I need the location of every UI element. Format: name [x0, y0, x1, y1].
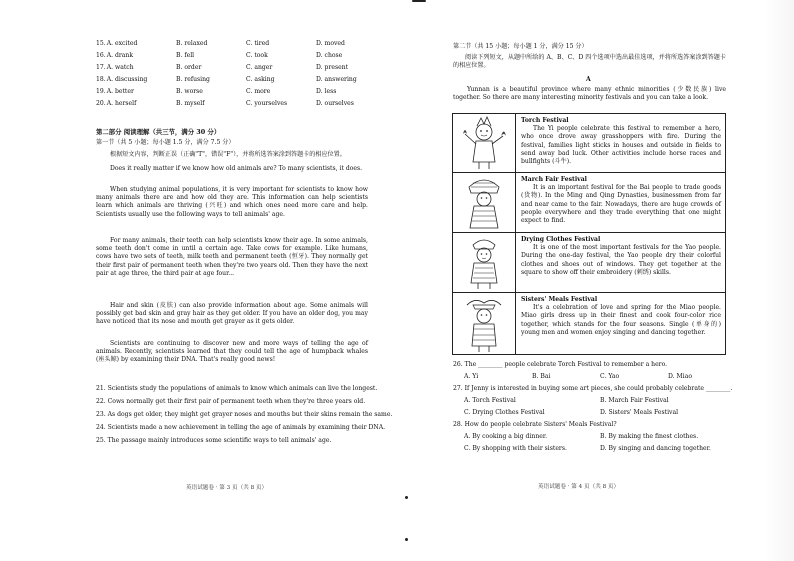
question-26-option-b: B. Bai	[532, 373, 551, 380]
question-27-option-d: D. Sisters' Meals Festival	[600, 409, 679, 416]
instructions: 根据短文内容，判断正误（正确"T"，错误"F"），并将所选答案涂到答题卡的相应位置。	[110, 151, 346, 158]
option-a	[96, 88, 134, 96]
option-row-number: 19.	[96, 88, 106, 95]
festival-desc-drying-clothes: It is one of the most important festivals for the Yao people. During the one-day festival, the Yao people dry their colorful clothes and shoes out of windows. They get together at the square to show off their embroidery (刺绣) skills.	[521, 244, 721, 276]
festival-text-torch	[521, 117, 721, 166]
question-26-option-d: D. Miao	[668, 373, 693, 380]
festival-title-drying-clothes: Drying Clothes Festival	[521, 236, 601, 243]
option-a-text: A. drank	[106, 52, 134, 59]
question-28-stem: 28. How do people celebrate Sisters' Meals Festival?	[453, 421, 617, 428]
option-b: B. refusing	[176, 76, 210, 83]
option-d: D. ourselves	[316, 100, 354, 107]
option-d: D. moved	[316, 40, 345, 47]
option-row-number: 15.	[96, 40, 106, 47]
option-a	[96, 52, 133, 60]
passage-p5: Scientists are continuing to discover new and more ways of telling the age of animals. Recently, scientists learned that they could tell the age of humpback whales (座头鲸) by examining their DNA. That's really good news!	[96, 340, 368, 364]
question-26-option-c: C. Yao	[600, 373, 620, 380]
question-24: 24. Scientists made a new achievement in telling the age of animals by examining their DNA.	[96, 424, 386, 431]
option-d: D. less	[316, 88, 337, 95]
festival-row-march-fair	[453, 172, 725, 233]
option-row-number: 17.	[96, 64, 106, 71]
option-row-number: 18.	[96, 76, 106, 83]
passage-intro: Yunnan is a beautiful province where many ethnic minorities (少数民族) live together. So there are many interesting minority festivals and you can take a look.	[453, 86, 726, 102]
option-row-number: 20.	[96, 100, 106, 107]
option-a	[96, 40, 137, 48]
option-d: D. chose	[316, 52, 343, 59]
festival-desc-march-fair: It is an important festival for the Bai people to trade goods (货物). In the Ming and Qing Dynasties, businessmen from far and near came to the fair. Nowadays, there are huge crowds of people everywhere and they trade everything that one might expect to find.	[521, 184, 721, 225]
question-27-option-c: C. Drying Clothes Festival	[464, 409, 545, 416]
option-c: C. anger	[246, 64, 273, 71]
right-instructions: 阅读下列短文，从题中所给的 A、B、C、D 四个选项中选出最佳选项，并将所选答案涂到答题卡的相应位置。	[453, 54, 726, 70]
festival-row-sisters-meals	[453, 292, 725, 355]
option-a-text: A. watch	[106, 64, 134, 71]
festival-desc-sisters-meals: It's a celebration of love and spring for the Miao people. Miao girls dress up in their finest and cook four-color rice together, which stands for the four seasons. Single (单身的) young men and women enjoy singing and dancing together.	[521, 304, 721, 336]
question-26-stem: 26. The ________ people celebrate Torch Festival to remember a hero.	[453, 361, 668, 368]
passage-p1: Does it really matter if we know how old animals are? To many scientists, it does.	[110, 165, 363, 172]
question-26-option-a: A. Yi	[464, 373, 479, 380]
festival-title-sisters-meals: Sisters' Meals Festival	[521, 296, 598, 303]
option-b: B. fell	[176, 52, 195, 59]
march-fair-figure-icon	[453, 173, 516, 233]
question-28-option-b: B. By making the finest clothes.	[600, 433, 699, 440]
option-a	[96, 64, 134, 72]
sub-title: 第一节（共 5 小题；每小题 1.5 分，满分 7.5 分）	[96, 139, 235, 146]
scan-edge-shadow	[764, 0, 794, 561]
question-25: 25. The passage mainly introduces some scientific ways to tell animals' age.	[96, 437, 332, 444]
festival-title-torch: Torch Festival	[521, 117, 569, 124]
option-c: C. asking	[246, 76, 275, 83]
question-22: 22. Cows normally get their first pair of permanent teeth when they're three years old.	[96, 398, 366, 405]
option-d: D. present	[316, 64, 349, 71]
option-a	[96, 76, 147, 84]
option-c: C. tired	[246, 40, 270, 47]
scan-mark-top	[412, 0, 426, 2]
question-21: 21. Scientists study the populations of animals to know which animals can live the longest.	[96, 385, 378, 392]
section-title-cloze: 第二节（共 15 小题；每小题 1 分，满分 15 分）	[453, 43, 588, 50]
festival-text-sisters-meals	[521, 296, 721, 337]
question-27-stem: 27. If Jenny is interested in buying some art pieces, she could probably celebrate ________.	[453, 385, 733, 392]
option-a-text: A. excited	[106, 40, 138, 47]
drying-clothes-figure-icon	[453, 233, 516, 293]
festival-table	[452, 113, 726, 355]
option-b: B. myself	[176, 100, 205, 107]
question-28-option-c: C. By shopping with their sisters.	[464, 445, 567, 452]
page-footer-left: 英语试题卷 · 第 3 页（共 8 页）	[186, 485, 268, 491]
question-23: 23. As dogs get older, they might get grayer noses and mouths but their skins remain the same.	[96, 411, 393, 418]
festival-title-march-fair: March Fair Festival	[521, 176, 587, 183]
passage-p2: When studying animal populations, it is very important for scientists to know how many animals there are and how old they are. This information can help scientists learn which animals are thriving (兴旺) and which ones need more care and help. Scientists usually use the following ways to tell animals' age.	[96, 186, 368, 218]
option-a-text: A. discussing	[106, 76, 148, 83]
option-b: B. order	[176, 64, 202, 71]
passage-label: A	[586, 76, 591, 83]
scan-dot-1	[405, 496, 408, 499]
option-c: C. more	[246, 88, 271, 95]
option-row-number: 16.	[96, 52, 106, 59]
festival-text-drying-clothes	[521, 236, 721, 277]
question-28-option-a: A. By cooking a big dinner.	[464, 433, 548, 440]
passage-p4: Hair and skin (皮肤) can also provide information about age. Some animals will possibly get bad skin and gray hair as they get older. If you have an older dog, you may have noticed that its nose and mouth get grayer as it gets older.	[96, 302, 368, 326]
option-c: C. yourselves	[246, 100, 288, 107]
passage-p3: For many animals, their teeth can help scientists know their age. In some animals, some teeth don't come in until a certain age. Take cows for example. Like humans, cows have two sets of teeth, milk teeth and permanent teeth (恒牙). They normally get their first pair of permanent teeth when they're two years old. Then they have the next pair at age three, the third pair at age four...	[96, 237, 368, 277]
section-title-reading: 第二部分 阅读理解（共三节，满分 30 分）	[96, 128, 221, 136]
question-27-option-b: B. March Fair Festival	[600, 397, 669, 404]
torch-festival-figure-icon	[453, 114, 516, 172]
scan-dot-2	[405, 538, 408, 541]
option-a-text: A. better	[106, 88, 134, 95]
option-a-text: A. herself	[106, 100, 137, 107]
festival-row-torch	[453, 114, 725, 172]
option-a	[96, 100, 136, 108]
question-27-option-a: A. Torch Festival	[464, 397, 516, 404]
sisters-meals-figure-icon	[453, 293, 516, 355]
page-footer-right: 英语试题卷 · 第 4 页（共 8 页）	[538, 484, 620, 490]
option-d: D. answering	[316, 76, 357, 83]
option-b: B. worse	[176, 88, 203, 95]
question-28-option-d: D. By singing and dancing together.	[600, 445, 711, 452]
festival-text-march-fair	[521, 176, 721, 225]
option-c: C. took	[246, 52, 268, 59]
option-b: B. relaxed	[176, 40, 208, 47]
festival-row-drying-clothes	[453, 232, 725, 293]
festival-desc-torch: The Yi people celebrate this festival to remember a hero, who once drove away grasshoppers with fire. During the festival, families light sticks in houses and outside in fields to send away bad luck. Other activities include horse races and bullfights (斗牛).	[521, 125, 721, 166]
